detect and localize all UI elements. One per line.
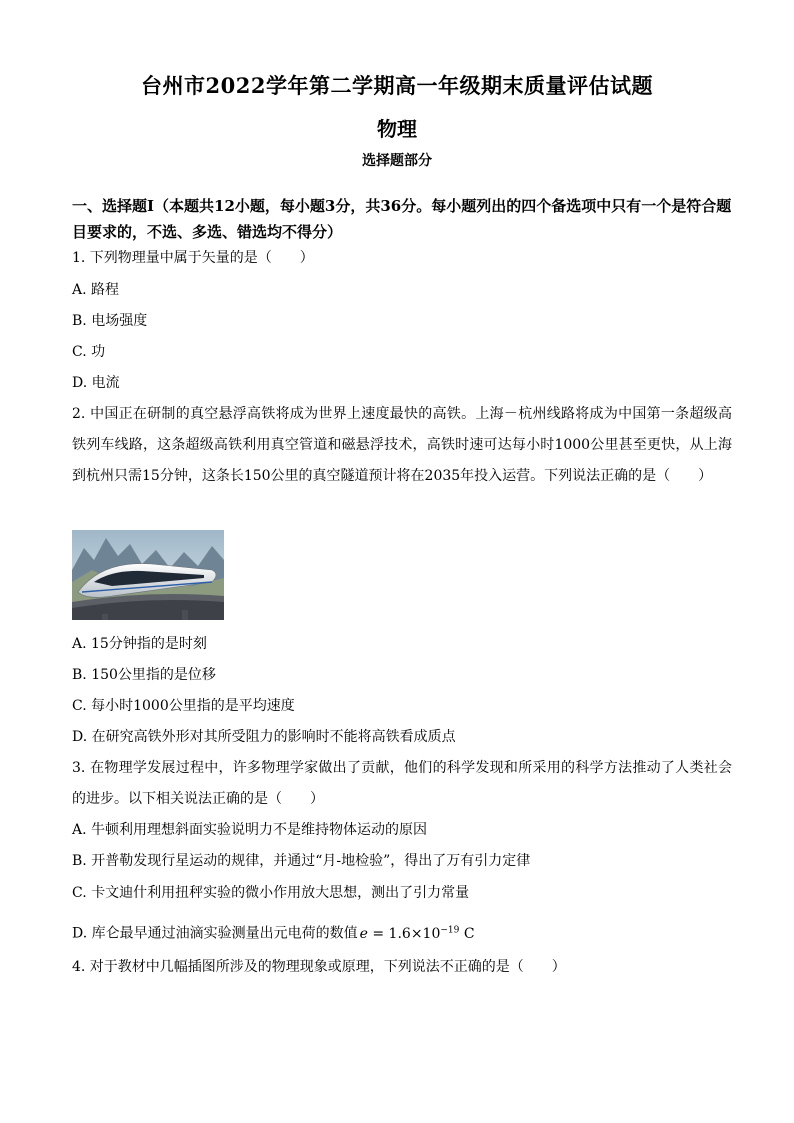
q2-option-a: A. 15分钟指的是时刻 (72, 636, 207, 652)
q2-option-b: B. 150公里指的是位移 (72, 667, 216, 683)
q3-stem: 3. 在物理学发展过程中，许多物理学家做出了贡献，他们的科学发现和所采用的科学方法推动了人类社会的进步。以下相关说法正确的是（ ） (72, 760, 732, 807)
charge-symbol: e (359, 925, 368, 942)
maglev-train-photo (72, 530, 224, 620)
section-heading: 一、选择题Ⅰ（本题共12小题，每小题3分，共36分。每小题列出的四个备选项中只有一个是符合题目要求的，不选、多选、错选均不得分） (72, 197, 732, 241)
subject-title: 物理 (377, 117, 417, 141)
charge-unit: C (459, 925, 475, 942)
q3-option-d-text: D. 库仑最早通过油滴实验测量出元电荷的数值 (72, 925, 358, 942)
charge-exponent: −19 (440, 925, 460, 935)
q1-option-c: C. 功 (72, 344, 106, 360)
charge-value: = 1.6×10 (367, 925, 441, 942)
q1-stem: 1. 下列物理量中属于矢量的是（ ） (72, 250, 314, 266)
q2-stem: 2. 中国正在研制的真空悬浮高铁将成为世界上速度最快的高铁。上海－杭州线路将成为中国第一条超级高铁列车线路，这条超级高铁利用真空管道和磁悬浮技术，高铁时速可达每小时1000公里甚至更快，从上海到杭州只需15分钟，这条长150公里的真空隧道预计将在2035年投入运营。下列说法正确的是（ ） (72, 406, 732, 484)
q2-option-d: D. 在研究高铁外形对其所受阻力的影响时不能将高铁看成质点 (72, 729, 456, 745)
q1-option-d: D. 电流 (72, 375, 120, 391)
maglev-train-illustration (72, 530, 224, 620)
q2-option-c: C. 每小时1000公里指的是平均速度 (72, 698, 295, 714)
exam-title: 台州市2022学年第二学期高一年级期末质量评估试题 (141, 73, 653, 98)
part-title: 选择题部分 (362, 153, 432, 169)
q3-option-b: B. 开普勒发现行星运动的规律，并通过“月-地检验”，得出了万有引力定律 (72, 853, 531, 869)
q4-stem: 4. 对于教材中几幅插图所涉及的物理现象或原理，下列说法不正确的是（ ） (72, 959, 566, 975)
q3-option-a: A. 牛顿利用理想斜面实验说明力不是维持物体运动的原因 (72, 822, 428, 838)
elementary-charge-formula (360, 926, 475, 942)
q3-option-d (72, 920, 732, 944)
q1-option-b: B. 电场强度 (72, 313, 148, 329)
q1-option-a: A. 路程 (72, 282, 120, 298)
q3-option-c: C. 卡文迪什利用扭秤实验的微小作用放大思想，测出了引力常量 (72, 885, 470, 901)
